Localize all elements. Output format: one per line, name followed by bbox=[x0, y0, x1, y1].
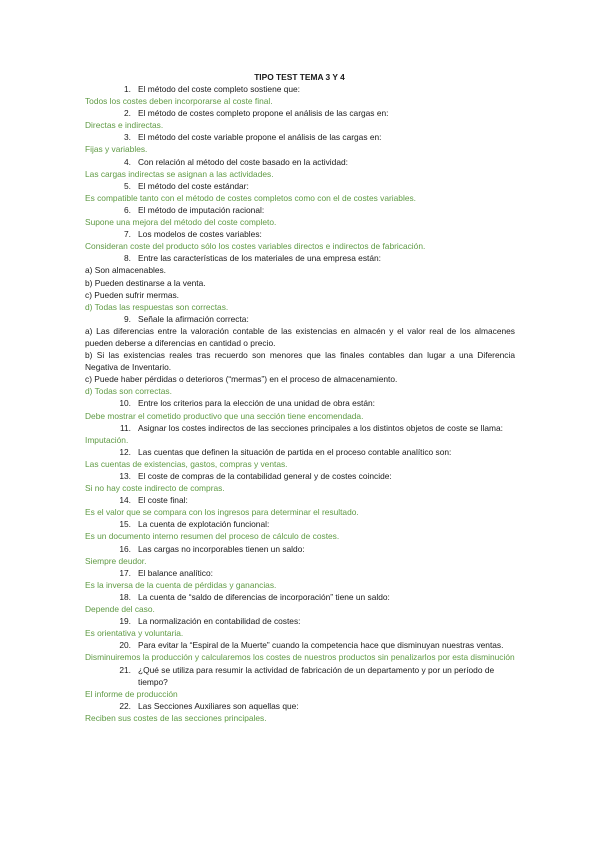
question-item bbox=[85, 664, 515, 688]
question-number: 8. bbox=[124, 253, 131, 264]
question-text: La cuenta de explotación funcional: bbox=[138, 519, 270, 530]
correct-answer: Es la inversa de la cuenta de pérdidas y ganancias. bbox=[85, 579, 277, 590]
correct-answer: Directas e indirectas. bbox=[85, 120, 164, 131]
question-item bbox=[85, 567, 515, 579]
correct-answer: Disminuiremos la producción y calcularemos los costes de nuestros productos sin penalizarlos por esta disminución bbox=[85, 652, 515, 663]
question-item bbox=[85, 204, 515, 216]
question-item bbox=[85, 422, 515, 434]
answer-option: a) Son almacenables. bbox=[85, 265, 167, 276]
correct-answer: Es compatible tanto con el método de costes completos como con el de costes variables. bbox=[85, 192, 416, 203]
question-number: 3. bbox=[124, 132, 131, 143]
question-text: El coste de compras de la contabilidad general y de costes coincide: bbox=[138, 471, 392, 481]
question-item bbox=[85, 83, 515, 95]
question-number: 7. bbox=[124, 229, 131, 240]
answer-option: a) Las diferencias entre la valoración contable de las existencias en almacén y el valor real de los almacenes pueden deberse a diferencias en cantidad o precio. bbox=[85, 325, 515, 348]
correct-answer: Las cuentas de existencias, gastos, compras y ventas. bbox=[85, 458, 288, 469]
question-item bbox=[85, 107, 515, 119]
question-item bbox=[85, 639, 515, 651]
answer-option: c) Pueden sufrir mermas. bbox=[85, 289, 180, 300]
question-number: 1. bbox=[124, 84, 131, 94]
question-text: El método del coste completo sostiene que: bbox=[138, 84, 301, 94]
question-text: El balance analítico: bbox=[138, 567, 213, 578]
question-item bbox=[85, 615, 515, 627]
correct-answer: Las cargas indirectas se asignan a las actividades. bbox=[85, 168, 274, 179]
question-text: El método de costes completo propone el análisis de las cargas en: bbox=[138, 108, 389, 119]
correct-answer: Supone una mejora del método del coste completo. bbox=[85, 217, 277, 228]
page-title: TIPO TEST TEMA 3 Y 4 bbox=[254, 72, 345, 82]
answer-option: c) Puede haber pérdidas o deterioros (“mermas”) en el proceso de almacenamiento. bbox=[85, 374, 398, 385]
question-text: ¿Qué se utiliza para resumir la actividad de fabricación de un departamento y por un período de tiempo? bbox=[138, 664, 495, 687]
question-text: Asignar los costes indirectos de las secciones principales a los distintos objetos de coste se llama: bbox=[138, 422, 503, 433]
question-item bbox=[85, 228, 515, 240]
question-item bbox=[85, 591, 515, 603]
question-item bbox=[85, 313, 515, 325]
question-number: 10. bbox=[119, 398, 131, 409]
correct-answer: Siempre deudor. bbox=[85, 555, 147, 566]
question-list bbox=[85, 83, 515, 724]
question-item bbox=[85, 700, 515, 712]
question-text: Entre las características de los materiales de una empresa están: bbox=[138, 253, 381, 264]
correct-answer: Depende del caso. bbox=[85, 604, 155, 615]
question-number: 16. bbox=[119, 543, 131, 554]
question-item bbox=[85, 518, 515, 530]
question-text: Las cuentas que definen la situación de partida en el proceso contable analítico son: bbox=[138, 446, 452, 457]
question-number: 13. bbox=[119, 471, 131, 481]
answer-option: b) Pueden destinarse a la venta. bbox=[85, 277, 206, 288]
question-text: La normalización en contabilidad de costes: bbox=[138, 616, 301, 627]
question-item bbox=[85, 397, 515, 409]
question-number: 22. bbox=[119, 700, 131, 711]
question-text: Las Secciones Auxiliares son aquellas que: bbox=[138, 700, 299, 711]
correct-answer: Es un documento interno resumen del proceso de cálculo de costes. bbox=[85, 531, 340, 542]
question-number: 12. bbox=[119, 446, 131, 457]
correct-answer: Consideran coste del producto sólo los costes variables directos e indirectos de fabricación. bbox=[85, 241, 426, 252]
question-number: 20. bbox=[119, 640, 131, 651]
question-text: La cuenta de “saldo de diferencias de incorporación” tiene un saldo: bbox=[138, 591, 390, 602]
question-item bbox=[85, 470, 515, 482]
question-text: Las cargas no incorporables tienen un saldo: bbox=[138, 543, 305, 554]
question-number: 14. bbox=[119, 495, 131, 506]
question-text: Señale la afirmación correcta: bbox=[138, 313, 249, 324]
question-number: 19. bbox=[119, 616, 131, 627]
question-number: 9. bbox=[124, 313, 131, 324]
question-number: 21. bbox=[119, 664, 131, 675]
question-number: 2. bbox=[124, 108, 131, 119]
question-number: 17. bbox=[119, 567, 131, 578]
correct-answer: Fijas y variables. bbox=[85, 144, 148, 155]
answer-option: b) Si las existencias reales tras recuerdo son menores que las finales contables dan lugar a una Diferencia Negativa de Inventario. bbox=[85, 350, 515, 373]
correct-answer: d) Todas son correctas. bbox=[85, 386, 172, 397]
question-text: Entre los criterios para la elección de una unidad de obra están: bbox=[138, 398, 375, 409]
question-text: El método del coste estándar: bbox=[138, 180, 249, 191]
question-item bbox=[85, 156, 515, 168]
question-number: 5. bbox=[124, 180, 131, 191]
question-text: Con relación al método del coste basado en la actividad: bbox=[138, 156, 348, 167]
correct-answer: Es orientativa y voluntaria. bbox=[85, 628, 184, 639]
question-item bbox=[85, 252, 515, 264]
question-item bbox=[85, 543, 515, 555]
question-text: Los modelos de costes variables: bbox=[138, 229, 262, 240]
question-text: Para evitar la “Espiral de la Muerte” cuando la competencia hace que disminuyan nuestras ventas. bbox=[138, 640, 504, 651]
question-text: El coste final: bbox=[138, 495, 188, 506]
question-item bbox=[85, 180, 515, 192]
correct-answer: Es el valor que se compara con los ingresos para determinar el resultado. bbox=[85, 507, 359, 518]
correct-answer: Todos los costes deben incorporarse al coste final. bbox=[85, 96, 273, 107]
correct-answer: Reciben sus costes de las secciones principales. bbox=[85, 712, 267, 723]
question-number: 11. bbox=[119, 422, 131, 433]
correct-answer: Si no hay coste indirecto de compras. bbox=[85, 483, 225, 494]
question-number: 15. bbox=[119, 519, 131, 530]
question-text: El método de imputación racional: bbox=[138, 204, 265, 215]
correct-answer: El informe de producción bbox=[85, 688, 178, 699]
question-text: El método del coste variable propone el análisis de las cargas en: bbox=[138, 132, 382, 143]
correct-answer: d) Todas las respuestas son correctas. bbox=[85, 301, 229, 312]
question-number: 18. bbox=[119, 591, 131, 602]
question-item bbox=[85, 131, 515, 143]
correct-answer: Imputación. bbox=[85, 434, 129, 445]
question-item bbox=[85, 494, 515, 506]
question-number: 4. bbox=[124, 156, 131, 167]
question-item bbox=[85, 446, 515, 458]
question-number: 6. bbox=[124, 204, 131, 215]
correct-answer: Debe mostrar el cometido productivo que una sección tiene encomendada. bbox=[85, 410, 364, 421]
